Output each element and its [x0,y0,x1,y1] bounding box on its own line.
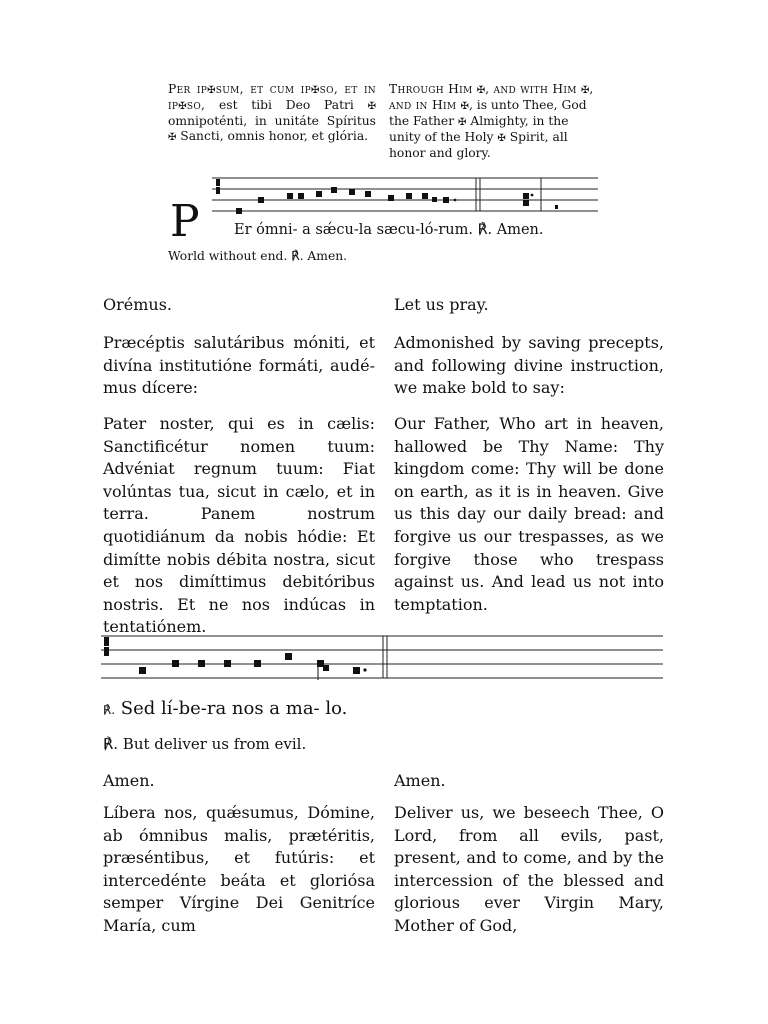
top-english-text: Through Him ✠, and with Him ✠, and in Him ✠, is unto Thee, God the Father ✠ Almighty, in the unity of the Holy ✠ Spirit, all honor and glory. [389,82,594,160]
neume [353,667,360,674]
neume [139,667,146,674]
top-latin-text: Per ip✠sum, et cum ip✠so, et in ip✠so, est tibi Deo Patri ✠ omnipoténti, in unitáte Spíritus ✠ Sancti, omnis honor, et glória. [168,82,376,143]
neume [172,660,179,667]
cross-icon: ✠ [178,101,187,112]
latin-incipit: Per ip✠sum, et cum ip✠so, et in ip✠so, [168,82,376,112]
drop-cap: P [170,196,200,247]
chant-staff-1 [212,174,602,218]
libera-latin: Líbera nos, quǽsumus, Dómine, ab ómnibus malis, prætéritis, præséntibus, et futúris: et intercedénte beáta et gloriósa semper Vírgine Dei Genitríce María, cum [103,803,375,935]
cross-icon: ✠ [580,85,590,96]
clef-icon [104,637,109,656]
neume [323,665,329,671]
neume [298,193,304,199]
neume [349,189,355,195]
cross-icon: ✠ [367,101,376,112]
amen-english: Amen. [394,771,446,790]
cross-icon: ✠ [207,85,216,96]
cross-icon: ✠ [460,101,469,112]
chant-1-translation: World without end. ℟. Amen. [168,249,348,263]
cross-icon: ✠ [310,85,320,96]
neume [254,660,261,667]
neume [258,197,264,203]
neume [365,191,371,197]
neume [432,197,437,202]
clef-icon [216,179,220,194]
oremus-latin: Orémus. [103,295,173,314]
chant-2-lyrics: ℟. Sed lí-be-ra nos a ma- lo. [103,698,348,719]
neume [198,660,205,667]
chant-staff-2 [101,634,665,684]
neume [422,193,428,199]
neume [224,660,231,667]
pater-latin: Pater noster, qui es in cælis: Sanctificétur nomen tuum: Advéniat regnum tuum: Fiat volúntas tua, sicut in cælo, et in terra. Panem nostrum quotidiánum da nobis hódie: Et dimítte nobis débita nostra, sicut et nos dimíttimus debitóribus nostris. Et ne nos indúcas in tentatiónem. [103,414,375,637]
neume [406,193,412,199]
cross-icon: ✠ [497,133,506,144]
praeceptis-english: Admonished by saving precepts, and following divine instruction, we make bold to say: [394,333,664,398]
amen-latin: Amen. [103,771,155,790]
response-icon: ℟. [103,703,116,717]
neume [285,653,292,660]
cross-icon: ✠ [168,132,177,143]
neume [523,200,529,206]
praeceptis-latin: Præcéptis salutáribus móniti, et divína institutióne formáti, audé- mus dícere: [103,333,375,398]
libera-english: Deliver us, we beseech Thee, O Lord, from all evils, past, present, and to come, and by the intercession of the blessed and glorious ever Virgin Mary, Mother of God, [394,803,664,935]
custos [555,205,558,209]
cross-icon: ✠ [458,117,467,128]
neume [236,208,242,214]
cross-icon: ✠ [476,85,486,96]
chant-1-lyrics: Er ómni- a sǽcu-la sæcu-ló-rum. ℟. Amen. [234,222,544,238]
neume [331,187,337,193]
neume [316,191,322,197]
neume [523,193,529,199]
chant-2-translation: ℟. But deliver us from evil. [103,735,307,753]
neume [443,197,449,203]
neume [287,193,293,199]
neume [388,195,394,201]
pater-english: Our Father, Who art in heaven, hallowed be Thy Name: Thy kingdom come: Thy will be done on earth, as it is in heaven. Give us this day our daily bread: and forgive us our trespasses, as we forgive those who trespass against us. And lead us not into temptation. [394,414,664,614]
oremus-english: Let us pray. [394,295,489,314]
